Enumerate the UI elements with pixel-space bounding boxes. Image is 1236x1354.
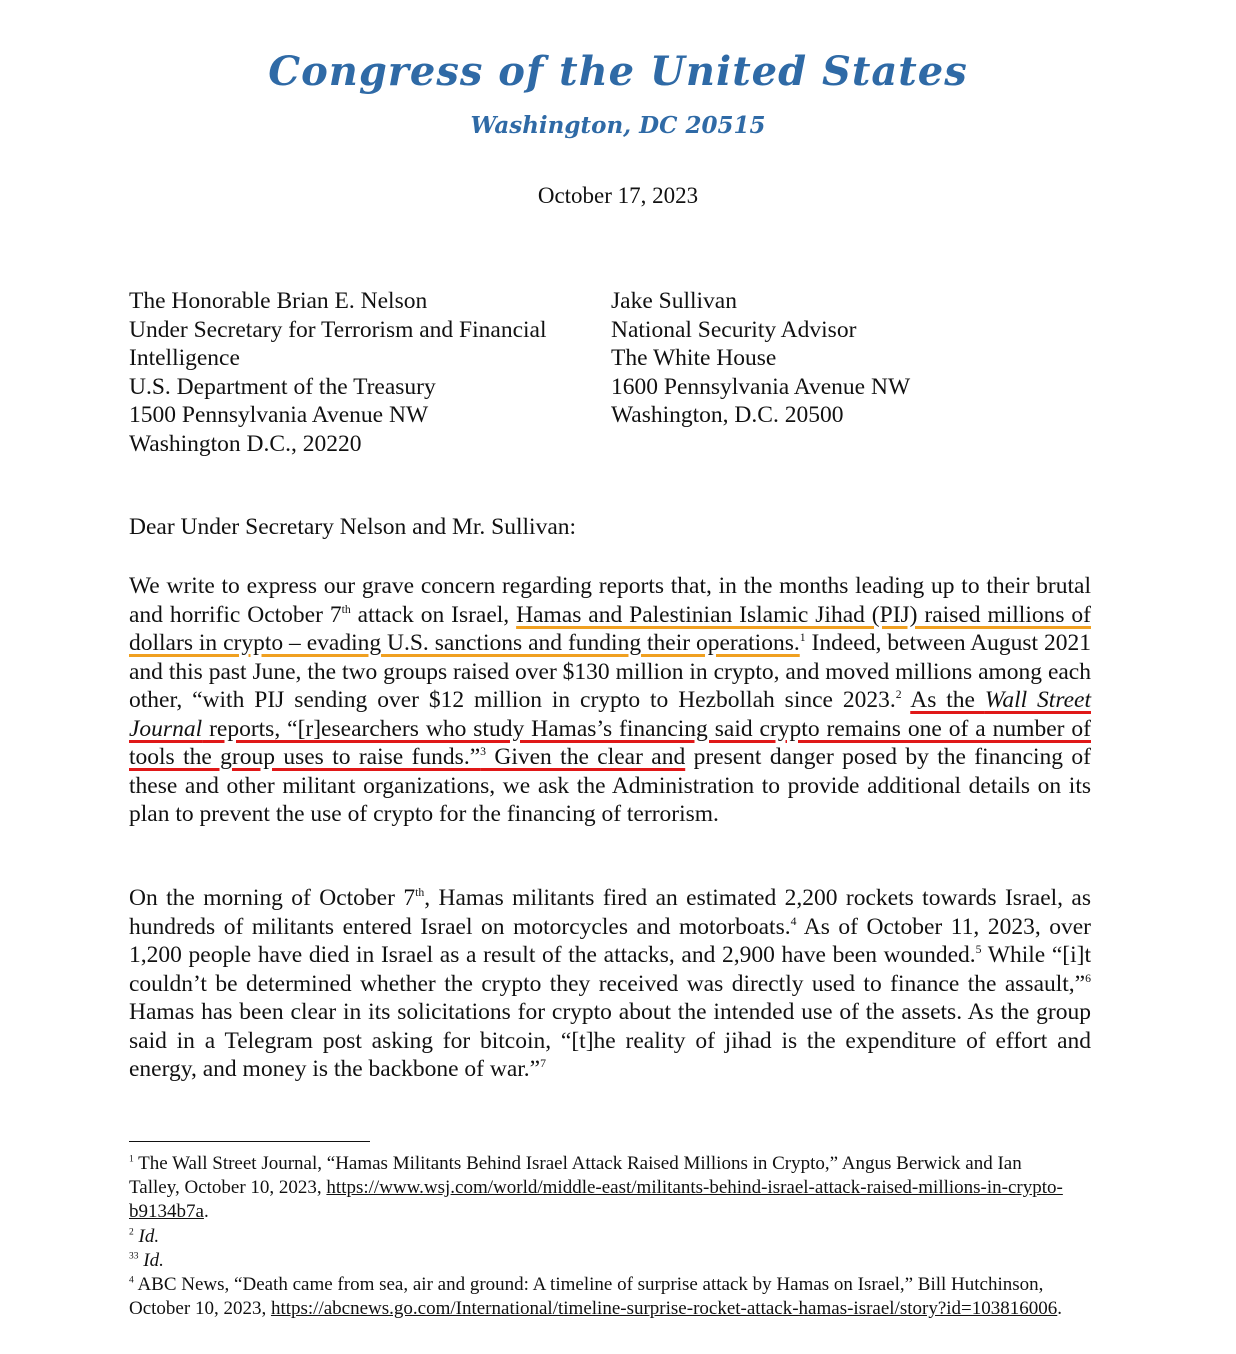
address-line: Jake Sullivan	[611, 288, 737, 314]
p1-text: Indeed, between August 2021 and this past June, the two groups raised over $130 million in crypto, and moved millions among each other, “with PIJ sending over $12 million in crypto to Hezbollah since 2023.	[129, 630, 1092, 713]
footnote-ref-1[interactable]: 1	[799, 631, 806, 645]
p2-text: As of October 11, 2023, over 1,200 people have died in Israel as a result of the attacks, and 2,900 have been wounded.	[129, 913, 1092, 968]
address-line: 1600 Pennsylvania Avenue NW	[611, 373, 911, 400]
ordinal-suffix: th	[341, 602, 351, 616]
footnote-number: 1	[129, 1154, 134, 1165]
recipient-block-nelson	[129, 287, 547, 459]
red-highlight-text: As the	[910, 687, 985, 713]
footnote-text: Id.	[143, 1249, 164, 1271]
footnote-text: ABC News, “Death came from sea, air and ground: A timeline of surprise attack by Hamas on Israel,” Bill Hutchinson, October 10, 2023,	[129, 1274, 1044, 1320]
address-line: Under Secretary for Terrorism and Financial	[129, 316, 547, 343]
footnote-ref-4[interactable]: 4	[790, 914, 797, 928]
footnote-ref-6[interactable]: 6	[1085, 971, 1091, 985]
address-line: Intelligence	[129, 345, 240, 372]
footnote-2	[129, 1225, 1074, 1249]
letterhead-subtitle: Washington, DC 20515	[470, 112, 766, 139]
footnote-ref-7[interactable]: 7	[540, 1057, 546, 1071]
letter-date: October 17, 2023	[537, 183, 699, 208]
p2-text: Hamas has been clear in its solicitations for crypto about the intended use of the assets. As the group said in a Telegram post asking for bitcoin, “[t]he reality of jihad is the expenditure of effort and energy, and money is the backbone of war.”	[129, 999, 1091, 1082]
footnote-number: 33	[129, 1251, 139, 1262]
p1-text: present danger posed by the financing of these and other militant organizations, we ask the Administration to provide additional details on its plan to prevent the use of crypto for the financing of terrorism.	[129, 744, 1091, 827]
ordinal-suffix: th	[415, 886, 425, 900]
paragraph-2	[129, 884, 1091, 1084]
footnote-text: Id.	[138, 1225, 160, 1247]
footnote-1	[129, 1152, 1074, 1225]
footnote-ref-3[interactable]: 3	[480, 745, 486, 759]
address-line: Washington D.C., 20220	[129, 430, 362, 457]
footnote-number: 2	[129, 1227, 134, 1238]
footnote-3	[129, 1249, 1074, 1273]
footnote-ref-2[interactable]: 2	[895, 688, 902, 702]
recipient-block-sullivan	[611, 287, 910, 430]
publication-title: Wall Street Journal	[129, 687, 1091, 742]
address-line: The White House	[611, 345, 777, 372]
red-highlight-text: reports, “[r]esearchers who study Hamas’s financing said crypto remains one of a number of tools the group uses to raise funds.”	[129, 715, 1091, 770]
footnote-link-abc[interactable]: https://abcnews.go.com/International/timeline-surprise-rocket-attack-hamas-israel/story?id=103816006	[270, 1298, 1058, 1320]
address-line: National Security Advisor	[611, 316, 857, 343]
footnote-divider	[129, 1141, 370, 1142]
footnote-ref-5[interactable]: 5	[975, 943, 982, 957]
p1-text: attack on Israel,	[350, 601, 517, 628]
address-line: 1500 Pennsylvania Avenue NW	[129, 402, 429, 429]
footnote-4	[129, 1273, 1074, 1321]
footnote-link-wsj[interactable]: https://www.wsj.com/world/middle-east/militants-behind-israel-attack-raised-millions-in-crypto-b9134b7a	[129, 1177, 1063, 1223]
p2-text: , Hamas militants fired an estimated 2,200 rockets towards Israel, as hundreds of militants entered Israel on motorcycles and motorboats.	[129, 885, 1092, 940]
orange-highlight: Hamas and Palestinian Islamic Jihad (PIJ) raised millions of dollars in crypto – evading U.S. sanctions and funding their operations.	[129, 601, 1091, 656]
p2-text: On the morning of October 7	[129, 885, 416, 911]
footnotes	[129, 1152, 1074, 1321]
paragraph-1	[129, 572, 1091, 829]
address-line: The Honorable Brian E. Nelson	[129, 288, 428, 314]
p2-text: While “[i]t couldn’t be determined whether the crypto they received was directly used to finance the assault,”	[129, 942, 1091, 997]
address-line: Washington, D.C. 20500	[611, 402, 844, 429]
footnote-period: .	[1057, 1298, 1063, 1320]
address-line: U.S. Department of the Treasury	[129, 373, 436, 400]
salutation: Dear Under Secretary Nelson and Mr. Sullivan:	[129, 514, 577, 540]
footnote-number: 4	[129, 1275, 134, 1286]
red-highlight-text: Given the clear and	[486, 744, 686, 770]
p1-text	[902, 687, 911, 713]
footnote-period: .	[203, 1201, 209, 1223]
letterhead-title: Congress of the United States	[268, 48, 968, 95]
p1-text: We write to express our grave concern regarding reports that, in the months leading up to their brutal and horrific October 7	[129, 573, 1091, 628]
footnote-text: The Wall Street Journal, “Hamas Militants Behind Israel Attack Raised Millions in Crypto,” Angus Berwick and Ian Talley, October 10, 2023,	[129, 1153, 1022, 1199]
